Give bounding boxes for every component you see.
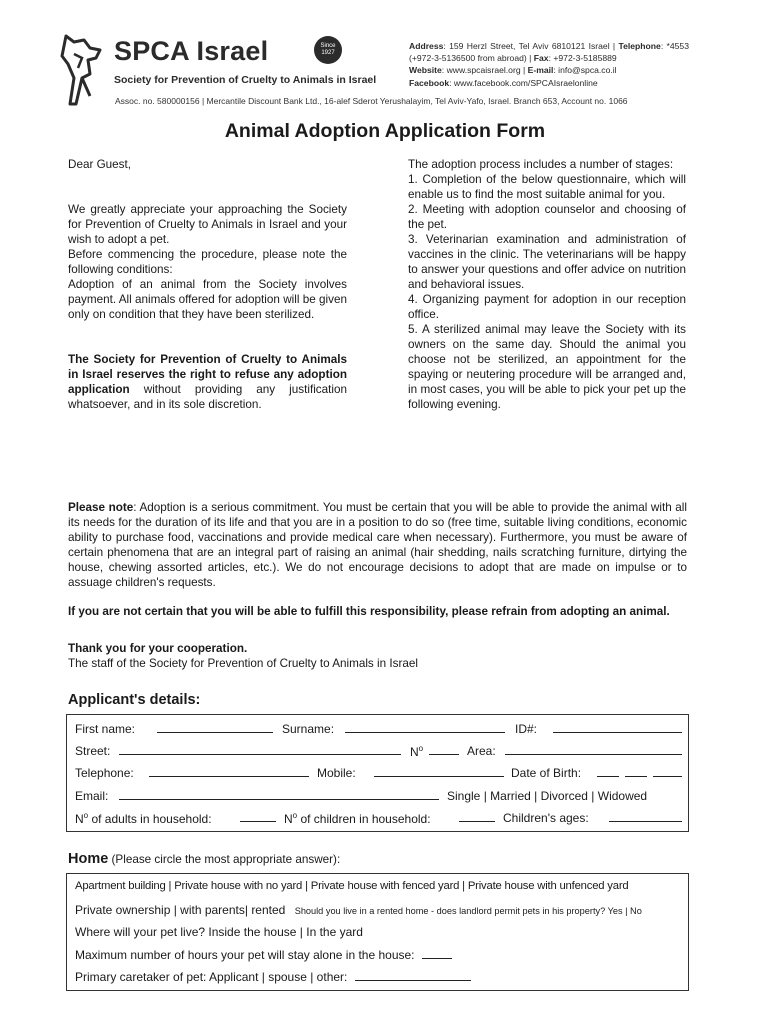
marital-status-options[interactable]: Single | Married | Divorced | Widowed [447, 789, 648, 803]
adults-sup: o [83, 811, 89, 820]
website-label: Website [409, 65, 442, 76]
process-intro: The adoption process includes a number of stages: [408, 158, 674, 171]
home-details-box [66, 873, 689, 991]
first-name-field[interactable] [157, 722, 273, 733]
home-heading-instruction: (Please circle the most appropriate answer): [108, 853, 341, 866]
process-step-2: 2. Meeting with adoption counselor and choosing of the pet. [408, 203, 686, 231]
dob-day-field[interactable] [597, 766, 619, 777]
telephone-field-label: Telephone: [75, 766, 134, 780]
house-number-n: N [410, 745, 419, 759]
street-field[interactable] [119, 744, 401, 755]
responsibility-warning: If you are not certain that you will be able to fulfill this responsibility, please refrain from adopting an animal. [68, 605, 670, 618]
pet-location-options[interactable]: Where will your pet live? Inside the house | In the yard [75, 925, 363, 939]
association-details: Assoc. no. 580000156 | Mercantile Discount Bank Ltd., 16-alef Sderot Yerushalayim, Tel Aviv-Yafo, Israel. Branch 653, Account no. 1066 [115, 96, 628, 106]
telephone-field[interactable] [149, 766, 309, 777]
please-note-label: Please note [68, 501, 134, 514]
process-step-4: 4. Organizing payment for adoption in our reception office. [408, 293, 686, 321]
home-type-options[interactable]: Apartment building | Private house with no yard | Private house with fenced yard | Private house with unfenced yard [75, 880, 629, 892]
applicant-details-box [66, 714, 689, 832]
children-sup: o [292, 811, 298, 820]
hours-alone-label: Maximum number of hours your pet will stay alone in the house: [75, 948, 415, 962]
children-n: N [284, 812, 293, 826]
children-ages-label: Children's ages: [503, 811, 589, 825]
dob-year-field[interactable] [653, 766, 682, 777]
house-number-field[interactable] [429, 744, 459, 755]
mobile-label: Mobile: [317, 766, 356, 780]
refusal-clause-bold: The Society for Prevention of Cruelty to Animals in Israel reserves the right to refuse any adoption application [68, 353, 347, 396]
process-step-3: 3. Veterinarian examination and administration of vaccines in the clinic. The veterinarians will be happy to answer your questions and offer advice on nutrition and behavioral issues. [408, 233, 686, 291]
spca-logo-icon [60, 34, 106, 106]
adults-text: of adults in household: [88, 812, 212, 826]
dob-month-field[interactable] [625, 766, 647, 777]
greeting: Dear Guest, [68, 158, 132, 171]
since-year: 1927 [321, 49, 335, 56]
hours-alone-field[interactable] [422, 948, 452, 959]
facebook-value: : www.facebook.com/SPCAIsraelonline [449, 77, 598, 88]
children-field[interactable] [459, 811, 495, 822]
email-value: : info@spca.co.il [553, 65, 617, 76]
please-note-paragraph [68, 500, 687, 590]
thank-you-line: Thank you for your cooperation. [68, 642, 248, 655]
adults-field[interactable] [240, 811, 276, 822]
mobile-field[interactable] [374, 766, 504, 777]
process-step-1: 1. Completion of the below questionnaire, which will enable us to find the most suitable animal for you. [408, 173, 686, 201]
email-label: E-mail [527, 65, 554, 76]
since-badge [314, 36, 342, 64]
id-field[interactable] [553, 722, 682, 733]
payment-condition: Adoption of an animal from the Society involves payment. All animals offered for adoption will be given only on condition that they have been sterilized. [68, 278, 347, 321]
area-label: Area: [467, 744, 496, 758]
address-label: Address [409, 41, 444, 51]
letterhead [60, 30, 710, 100]
hours-alone-row [75, 948, 680, 962]
home-ownership-options[interactable]: Private ownership | with parents| rented [75, 903, 286, 917]
email-field-label: Email: [75, 789, 109, 803]
first-name-label: First name: [75, 722, 136, 736]
since-label: Since [320, 43, 336, 49]
staff-signoff: The staff of the Society for Prevention of Cruelty to Animals in Israel [68, 657, 418, 670]
page-title: Animal Adoption Application Form [224, 120, 546, 142]
refusal-clause [68, 352, 347, 412]
intro-paragraph: We greatly appreciate your approaching the Society for Prevention of Cruelty to Animals in Israel and your wish to adopt a pet. [68, 203, 347, 246]
children-text: of children in household: [297, 812, 431, 826]
telephone-value: : *4553 (+972-3-5136500 from abroad) | [409, 41, 689, 64]
area-field[interactable] [505, 744, 682, 755]
please-note-text: : Adoption is a serious commitment. You must be certain that you will be able to provide the animal with all its needs for the duration of its life and that you are in a position to do so (free time, suitable living conditions, economic ability to purchase food, vaccinations and provide medical care when necessary). Furthermore, you must be aware of certain phenomena that are an integral part of raising an animal (hair shedding, nails scratching furniture, dirtying the house, chewing assorted articles, etc.). We do not encourage decisions to adopt that are made on impulse or to assuage children's requests. [68, 501, 687, 589]
surname-label: Surname: [282, 722, 335, 736]
fax-value: : +972-3-5185889 [548, 53, 617, 64]
address-value: : 159 Herzl Street, Tel Aviv 6810121 Israel | [443, 41, 619, 51]
telephone-label: Telephone [618, 41, 661, 51]
facebook-label: Facebook [409, 77, 450, 88]
refusal-clause-rest: without providing any justification whatsoever, and in its sole discretion. [68, 383, 347, 411]
house-number-sup: o [418, 744, 424, 753]
adoption-process-column [408, 157, 686, 412]
adults-label [75, 811, 212, 826]
applicant-section-title: Applicant's details: [68, 692, 201, 708]
process-step-5: 5. A sterilized animal may leave the Society with its owners on the same day. Should the animal you choose not be sterilized, an appointment for the spaying or neutering procedure will be arranged and, in most cases, you will be able to pick your pet up the following evening. [408, 323, 686, 411]
fax-label: Fax [533, 53, 549, 64]
primary-caretaker-options[interactable]: Primary caretaker of pet: Applicant | spouse | other: [75, 970, 348, 984]
children-ages-field[interactable] [609, 811, 682, 822]
adults-n: N [75, 812, 84, 826]
home-ownership-row [75, 903, 680, 917]
landlord-permission-question[interactable]: Should you live in a rented home - does landlord permit pets in his property? Yes | No [294, 906, 642, 916]
children-label [284, 811, 431, 826]
surname-field[interactable] [345, 722, 505, 733]
brand-name: SPCA Israel [114, 36, 269, 66]
intro-left-column [68, 157, 347, 412]
primary-caretaker-row [75, 970, 680, 984]
id-label: ID#: [515, 722, 538, 736]
email-field[interactable] [119, 789, 439, 800]
home-heading: Home [68, 851, 109, 867]
dob-label: Date of Birth: [511, 766, 582, 780]
home-section-title [68, 851, 340, 867]
street-label: Street: [75, 744, 111, 758]
website-value: : www.spcaisrael.org | [441, 65, 528, 76]
contact-block [409, 40, 689, 89]
conditions-intro: Before commencing the procedure, please note the following conditions: [68, 248, 347, 276]
caretaker-other-field[interactable] [355, 970, 471, 981]
house-number-label [410, 744, 423, 759]
brand-subtitle: Society for Prevention of Cruelty to Animals in Israel [114, 74, 377, 86]
